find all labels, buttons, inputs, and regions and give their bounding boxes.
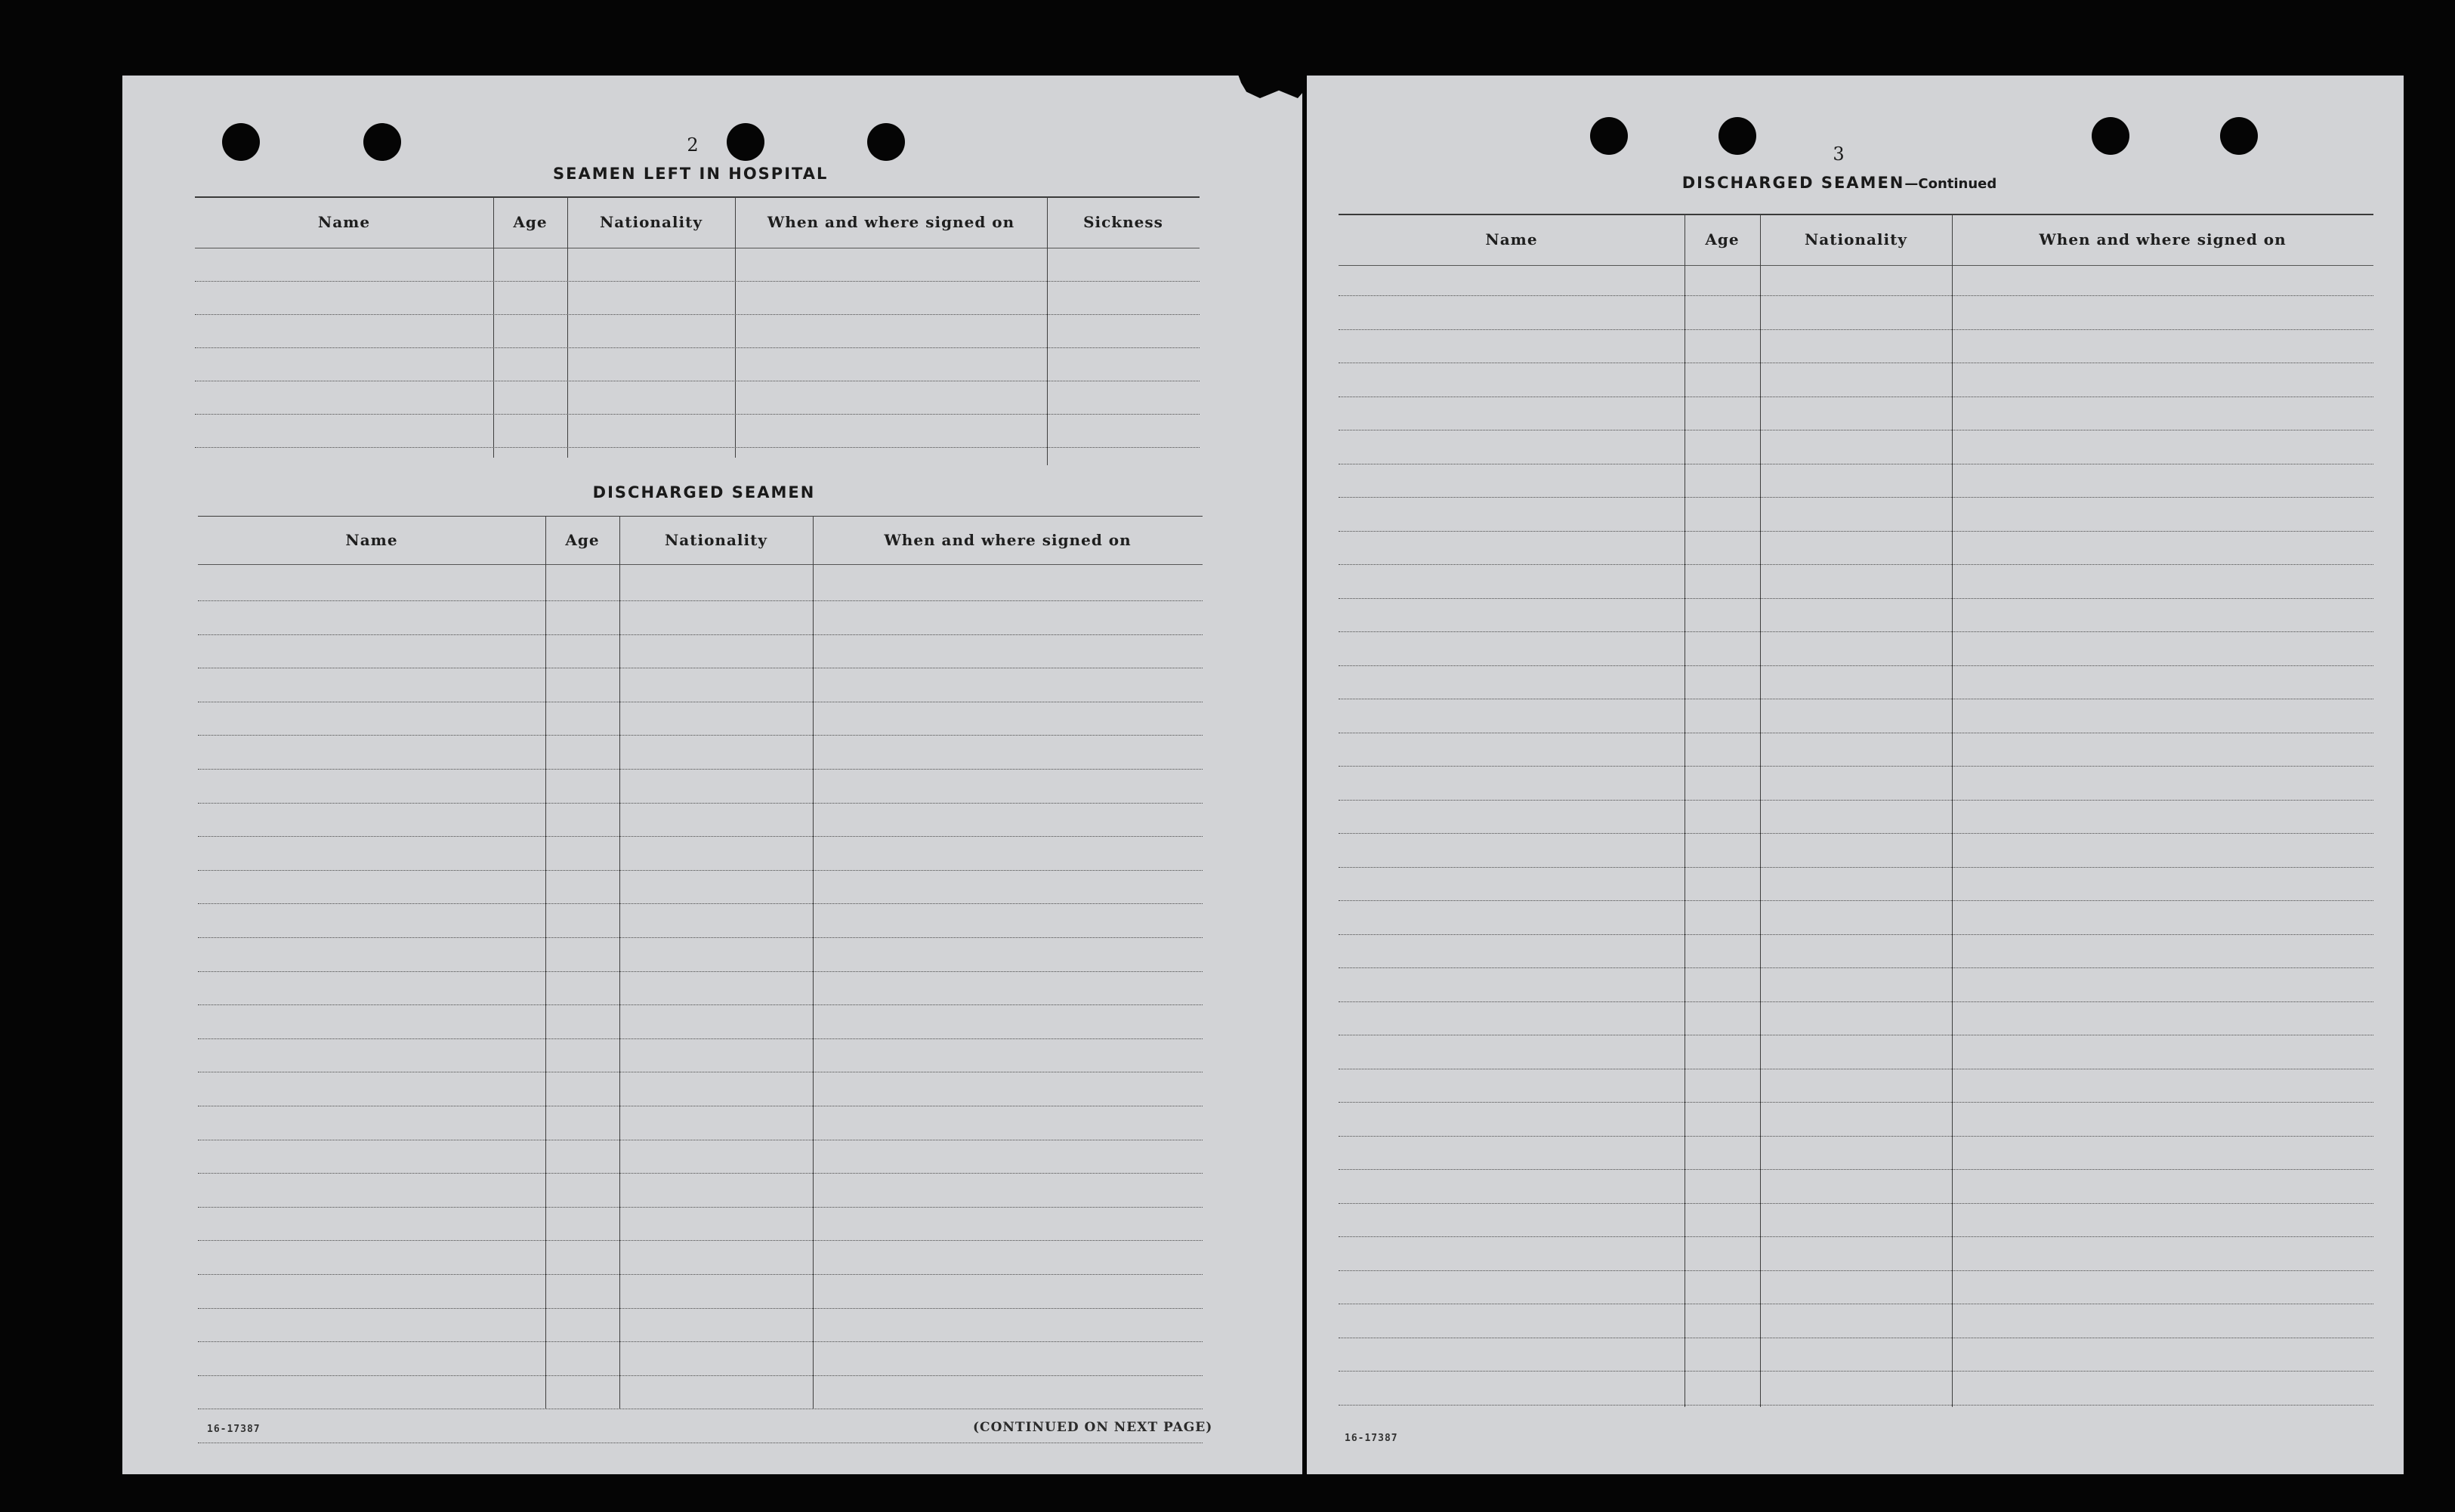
column-divider bbox=[1952, 214, 1953, 1407]
row-rule bbox=[1339, 329, 2373, 330]
row-rule bbox=[1339, 1001, 2373, 1002]
row-rule bbox=[1339, 867, 2373, 868]
row-rule bbox=[198, 769, 1203, 770]
column-header-signed-on: When and where signed on bbox=[2039, 230, 2287, 248]
punch-hole bbox=[867, 123, 905, 161]
row-rule bbox=[195, 314, 1200, 315]
column-divider bbox=[493, 196, 494, 458]
row-rule bbox=[198, 903, 1203, 904]
row-rule bbox=[1339, 1371, 2373, 1372]
row-rule bbox=[198, 1240, 1203, 1241]
row-rule bbox=[198, 1207, 1203, 1208]
column-header-signed-on: When and where signed on bbox=[884, 531, 1132, 549]
punch-hole bbox=[727, 123, 764, 161]
row-rule bbox=[1339, 497, 2373, 498]
form-code: 16-17387 bbox=[207, 1424, 261, 1435]
row-rule bbox=[195, 281, 1200, 282]
row-rule bbox=[1339, 1203, 2373, 1204]
title-main: DISCHARGED SEAMEN bbox=[1681, 174, 1905, 192]
discharged-section-title: DISCHARGED SEAMEN bbox=[592, 483, 816, 501]
column-header-sickness: Sickness bbox=[1083, 213, 1163, 231]
form-code: 16-17387 bbox=[1345, 1433, 1398, 1444]
header-rule bbox=[1339, 265, 2373, 266]
row-rule bbox=[1339, 900, 2373, 901]
column-header-age: Age bbox=[565, 531, 600, 549]
row-rule bbox=[198, 1341, 1203, 1342]
row-rule bbox=[198, 1308, 1203, 1309]
discharged-table bbox=[198, 516, 1203, 1409]
hospital-table bbox=[195, 196, 1200, 465]
row-rule bbox=[1339, 934, 2373, 935]
row-rule bbox=[1339, 833, 2373, 834]
punch-hole bbox=[2092, 117, 2129, 155]
right-form-page bbox=[1307, 76, 2404, 1474]
continued-note: (CONTINUED ON NEXT PAGE) bbox=[973, 1420, 1213, 1435]
hospital-section-title: SEAMEN LEFT IN HOSPITAL bbox=[553, 165, 829, 183]
column-header-name: Name bbox=[1485, 230, 1538, 248]
row-rule bbox=[1339, 1169, 2373, 1170]
page-number: 3 bbox=[1833, 143, 1845, 165]
column-divider bbox=[1760, 214, 1761, 1407]
row-rule bbox=[198, 735, 1203, 736]
punch-hole bbox=[1590, 117, 1628, 155]
row-rule bbox=[198, 634, 1203, 635]
column-divider bbox=[567, 196, 568, 458]
row-rule bbox=[198, 836, 1203, 837]
page-number: 2 bbox=[687, 134, 699, 156]
row-rule bbox=[1339, 564, 2373, 565]
row-rule bbox=[198, 1038, 1203, 1039]
column-header-age: Age bbox=[1705, 230, 1740, 248]
punch-hole bbox=[2220, 117, 2258, 155]
row-rule bbox=[1339, 967, 2373, 968]
row-rule bbox=[1339, 531, 2373, 532]
row-rule bbox=[1339, 295, 2373, 296]
punch-hole bbox=[222, 123, 260, 161]
row-rule bbox=[198, 1173, 1203, 1174]
row-rule bbox=[198, 870, 1203, 871]
row-rule bbox=[1339, 1102, 2373, 1103]
punch-hole bbox=[363, 123, 401, 161]
row-rule bbox=[198, 1375, 1203, 1376]
row-rule bbox=[1339, 665, 2373, 666]
title-suffix: —Continued bbox=[1904, 176, 1997, 192]
row-rule bbox=[1339, 1236, 2373, 1237]
row-rule bbox=[195, 347, 1200, 348]
punch-hole bbox=[1718, 117, 1756, 155]
row-rule bbox=[198, 803, 1203, 804]
column-header-name: Name bbox=[345, 531, 398, 549]
column-header-nationality: Nationality bbox=[665, 531, 767, 549]
column-header-nationality: Nationality bbox=[600, 213, 703, 231]
row-rule bbox=[1339, 800, 2373, 801]
row-rule bbox=[1339, 1405, 2373, 1406]
row-rule bbox=[195, 414, 1200, 415]
discharged-continued-table bbox=[1339, 214, 2373, 1490]
row-rule bbox=[198, 971, 1203, 972]
row-rule bbox=[1339, 1136, 2373, 1137]
row-rule bbox=[1339, 631, 2373, 632]
row-rule bbox=[198, 937, 1203, 938]
column-header-name: Name bbox=[317, 213, 371, 231]
row-rule bbox=[198, 600, 1203, 601]
column-divider bbox=[1047, 196, 1048, 465]
row-rule bbox=[198, 1274, 1203, 1275]
row-rule bbox=[1339, 598, 2373, 599]
row-rule bbox=[1339, 766, 2373, 767]
column-header-age: Age bbox=[513, 213, 548, 231]
column-divider bbox=[735, 196, 736, 458]
row-rule bbox=[198, 1004, 1203, 1005]
row-rule bbox=[195, 447, 1200, 448]
column-header-signed-on: When and where signed on bbox=[767, 213, 1015, 231]
column-header-nationality: Nationality bbox=[1805, 230, 1907, 248]
discharged-continued-title bbox=[1669, 174, 2009, 192]
left-form-page bbox=[122, 76, 1302, 1474]
row-rule bbox=[1339, 1270, 2373, 1271]
header-rule bbox=[198, 564, 1203, 565]
